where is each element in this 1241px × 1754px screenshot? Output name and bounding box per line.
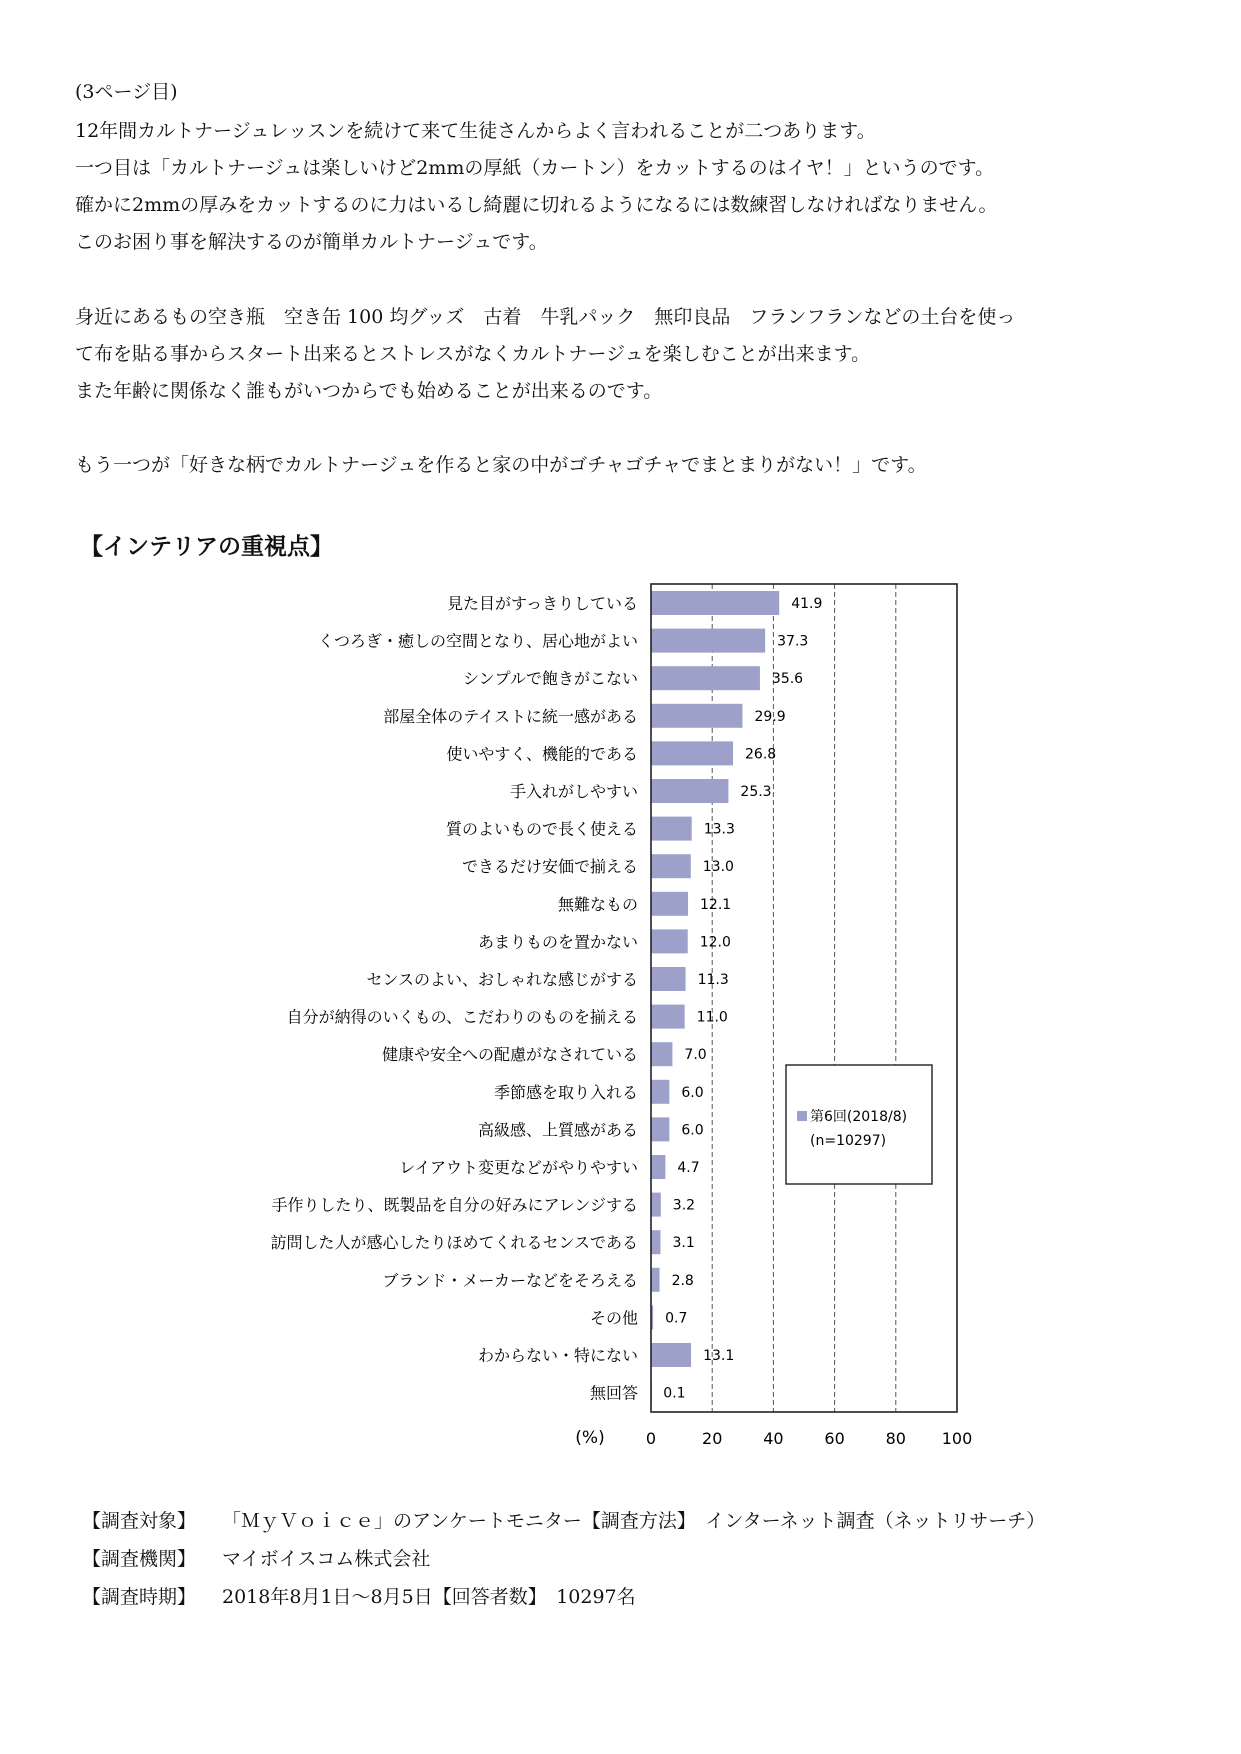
value-label: 0.7 <box>665 1310 688 1327</box>
value-label: 3.1 <box>672 1235 695 1252</box>
value-label: 13.3 <box>703 821 735 838</box>
footer-survey-period <box>82 1584 636 1610</box>
x-tick-label: 20 <box>702 1429 723 1448</box>
category-label: 季節感を取り入れる <box>493 1082 638 1102</box>
category-label: 見た目がすっきりしている <box>446 594 638 613</box>
x-tick-label: 60 <box>824 1429 845 1448</box>
value-label: 29.9 <box>754 708 786 725</box>
value-label: 12.1 <box>700 896 732 913</box>
category-label: できるだけ安価で揃える <box>461 857 638 877</box>
value-label: 26.8 <box>745 746 777 763</box>
legend-series-note: (n=10297) <box>810 1133 887 1149</box>
x-axis-label: (%) <box>575 1428 605 1448</box>
bar <box>651 1193 661 1217</box>
x-tick-label: 0 <box>645 1429 657 1448</box>
category-label: 手作りしたり、既製品を自分の好みにアレンジする <box>271 1195 638 1215</box>
category-label: 質のよいもので長く使える <box>445 819 638 839</box>
bar <box>651 1268 660 1292</box>
category-label: 手入れがしやすい <box>509 782 638 801</box>
category-label: 自分が納得のいくもの、こだわりのものを揃える <box>286 1007 638 1027</box>
value-label: 7.0 <box>684 1047 707 1064</box>
x-tick-label: 100 <box>941 1429 973 1448</box>
footer-label: 【調査時期】 <box>82 1586 197 1608</box>
category-label: 訪問した人が感心したりほめてくれるセンスである <box>270 1233 638 1253</box>
paragraph-line: もう一つが「好きな柄でカルトナージュを作ると家の中がゴチャゴチャでまとまりがない！」です。 <box>75 454 927 476</box>
category-label: シンプルで飽きがこない <box>463 669 638 689</box>
category-label: センスのよい、おしゃれな感じがする <box>366 970 638 989</box>
value-label: 25.3 <box>740 784 772 800</box>
bar <box>651 892 688 916</box>
footer-text: 2018年8月1日～8月5日【回答者数】 10297名 <box>222 1586 636 1608</box>
value-label: 3.2 <box>672 1197 696 1214</box>
bar <box>651 1155 665 1179</box>
bar <box>651 666 760 690</box>
bar <box>651 967 686 991</box>
bar <box>651 929 688 953</box>
legend-swatch <box>797 1111 807 1121</box>
chart-legend <box>786 1065 932 1184</box>
category-label: 使いやすく、機能的である <box>446 744 638 764</box>
bar <box>651 629 765 653</box>
paragraph-line: 身近にあるもの空き瓶 空き缶 100 均グッズ 古着 牛乳パック 無印良品 フランフランなどの土台を使っ <box>75 306 1016 328</box>
bar <box>651 1117 669 1141</box>
category-label: あまりものを置かない <box>477 932 638 952</box>
bar <box>651 779 728 803</box>
bar <box>651 591 779 615</box>
x-tick-label: 80 <box>885 1429 906 1448</box>
value-label: 6.0 <box>681 1122 704 1139</box>
bar <box>651 741 733 765</box>
footer-label: 【調査対象】 <box>82 1510 197 1532</box>
value-label: 35.6 <box>771 671 804 688</box>
paragraph-line: て布を貼る事からスタート出来るとストレスがなくカルトナージュを楽しむことが出来ます。 <box>75 343 871 365</box>
category-label: 無回答 <box>589 1383 638 1403</box>
category-label: 高級感、上質感がある <box>477 1120 638 1140</box>
paragraph-line: このお困り事を解決するのが簡単カルトナージュです。 <box>75 231 548 253</box>
bar <box>651 1230 660 1254</box>
legend-series-name: 第6回(2018/8) <box>810 1109 908 1125</box>
page-label: (3ページ目) <box>75 81 178 103</box>
bar <box>651 1042 672 1066</box>
section-title: 【インテリアの重視点】 <box>80 534 333 560</box>
x-tick-label: 40 <box>763 1429 784 1448</box>
value-label: 13.0 <box>702 859 734 876</box>
value-label: 0.1 <box>663 1385 686 1402</box>
value-label: 11.3 <box>697 972 729 988</box>
category-label: わからない・特にない <box>477 1346 638 1365</box>
bar <box>651 1080 669 1104</box>
paragraph-line: 12年間カルトナージュレッスンを続けて来て生徒さんからよく言われることが二つあります。 <box>75 120 876 142</box>
bar <box>651 854 691 878</box>
category-label: その他 <box>589 1308 638 1328</box>
category-labels <box>270 594 638 1403</box>
x-tick-labels <box>646 1429 972 1448</box>
bar <box>651 704 742 728</box>
category-label: ブランド・メーカーなどをそろえる <box>382 1270 638 1290</box>
category-label: レイアウト変更などがやりやすい <box>399 1158 638 1177</box>
value-label: 11.0 <box>696 1009 728 1026</box>
category-label: 健康や安全への配慮がなされている <box>381 1045 638 1065</box>
value-label: 13.1 <box>703 1348 735 1364</box>
value-label: 12.0 <box>699 934 731 951</box>
paragraph-line: 一つ目は「カルトナージュは楽しいけど2mmの厚紙（カートン）をカットするのはイヤ！」というのです。 <box>75 157 995 179</box>
footer-survey-target <box>82 1508 1045 1534</box>
bar <box>651 1005 685 1029</box>
value-label: 2.8 <box>671 1272 694 1289</box>
value-label: 37.3 <box>777 633 809 650</box>
footer-survey-org <box>82 1546 430 1572</box>
value-label: 41.9 <box>791 596 823 612</box>
value-label: 6.0 <box>681 1084 704 1101</box>
category-label: 部屋全体のテイストに統一感がある <box>383 706 638 726</box>
footer-text: マイボイスコム株式会社 <box>222 1548 431 1570</box>
bar <box>651 1343 691 1367</box>
category-label: くつろぎ・癒しの空間となり、居心地がよい <box>317 631 638 651</box>
footer-label: 【調査機関】 <box>82 1548 197 1570</box>
bar <box>651 817 692 841</box>
category-label: 無難なもの <box>557 894 638 914</box>
paragraph-line: また年齢に関係なく誰もがいつからでも始めることが出来るのです。 <box>75 380 663 402</box>
paragraph-line: 確かに2mmの厚みをカットするのに力はいるし綺麗に切れるようになるには数練習しなければなりません。 <box>75 194 998 216</box>
footer-text: 「ＭｙＶｏｉｃｅ」のアンケートモニター【調査方法】 インターネット調査（ネットリサーチ） <box>222 1510 1046 1532</box>
value-label: 4.7 <box>677 1160 700 1176</box>
